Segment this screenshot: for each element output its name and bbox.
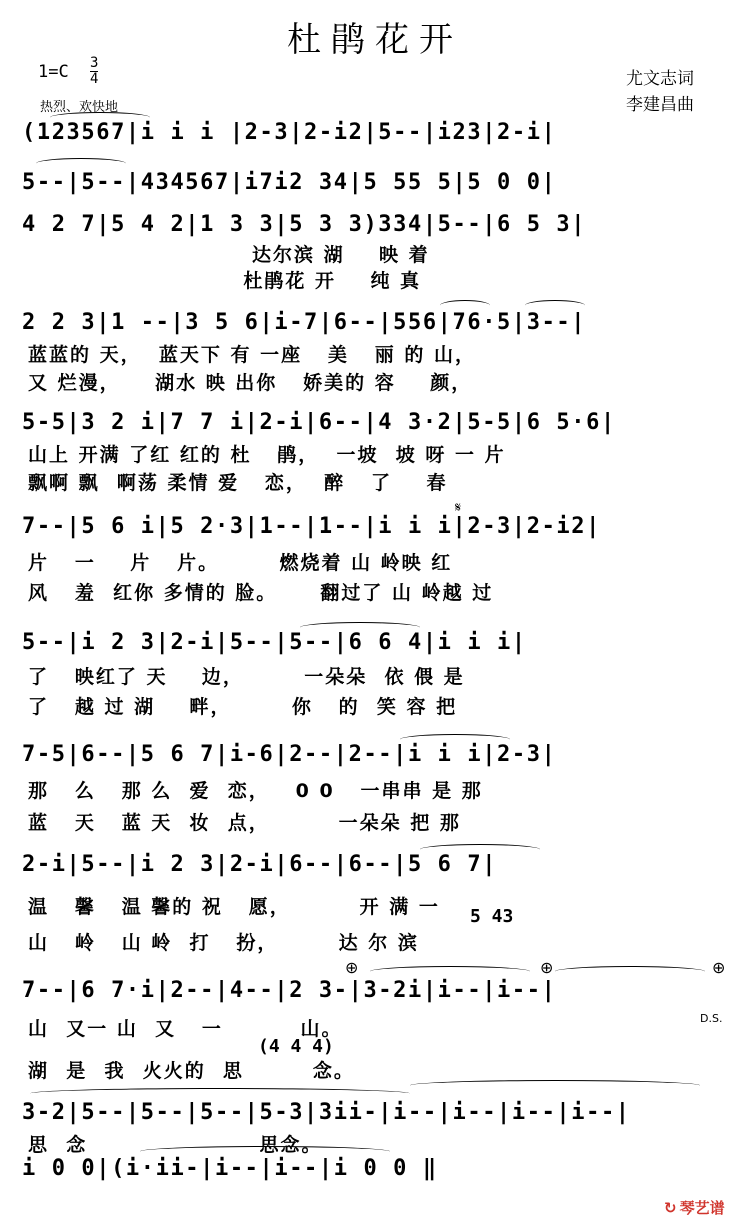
lyric-row-9-verse-1: 温 馨 温 馨的 祝 愿， 开 满 一 — [28, 896, 440, 918]
lyricist-credit: 尤文志词 — [626, 69, 694, 89]
lyric-row-8-verse-1: 那 么 那 么 爱 恋， 0 0 一串串 是 那 — [28, 780, 483, 802]
lyric-row-4-verse-2: 又 烂漫， 湖水 映 出你 娇美的 容 颜， — [28, 372, 473, 394]
notation-row-9: 2-i|5--|i 2 3|2-i|6--|6--|5 6 7| — [22, 852, 498, 877]
page-title: 杜鹃花开 — [287, 20, 463, 60]
site-logo — [664, 1197, 725, 1218]
tie — [410, 1080, 700, 1091]
notation-row-2: 5--|5--|434567|i7i2 34|5 55 5|5 0 0| — [22, 170, 557, 195]
meter-numerator: 3 — [90, 55, 99, 71]
notation-row-4: 2 2 3|1 --|3 5 6|i-7|6--|556|76·5|3--| — [22, 310, 587, 335]
lyric-row-6-verse-1: 片 一 片 片。 燃烧着 山 岭映 红 — [28, 552, 453, 574]
meter-denominator: 4 — [90, 71, 99, 87]
lyric-row-5-verse-2: 飘啊 飘 啊荡 柔情 爱 恋， 醉 了 春 — [28, 472, 448, 494]
notation-row-11: 3-2|5--|5--|5--|5-3|3ii-|i--|i--|i--|i--| — [22, 1100, 631, 1125]
notation-row-3: 4 2 7|5 4 2|1 3 3|5 3 3)334|5--|6 5 3| — [22, 212, 587, 237]
notation-row-7: 5--|i 2 3|2-i|5--|5--|6 6 4|i i i| — [22, 630, 527, 655]
alternate-notes: (4 4 4) — [258, 1036, 334, 1057]
tempo-marking: 热烈、欢快地 — [40, 100, 119, 115]
coda-icon: ⊕ — [540, 958, 554, 977]
tie — [300, 622, 420, 633]
logo-mark-icon: ↻ — [664, 1199, 677, 1217]
tie — [555, 966, 705, 977]
notation-row-8: 7-5|6--|5 6 7|i-6|2--|2--|i i i|2-3| — [22, 742, 557, 767]
lyric-row-10-verse-2: 湖 是 我 火火的 思 念。 — [28, 1060, 355, 1082]
coda-icon: ⊕ — [712, 958, 726, 977]
slur — [525, 300, 585, 311]
lyric-row-11: 思 念 思念。 — [28, 1134, 323, 1156]
lyric-row-9-verse-2: 山 岭 山 岭 打 扮， 达 尔 滨 — [28, 932, 419, 954]
slur — [50, 112, 150, 123]
slur — [440, 300, 490, 311]
lyric-row-3-verse-2: 杜鹃花 开 纯 真 — [28, 270, 422, 292]
lyric-row-6-verse-2: 风 羞 红你 多情的 脸。 翻过了 山 岭越 过 — [28, 582, 494, 604]
notation-row-1: (123567|i i i |2-3|2-i2|5--|i23|2-i| — [22, 120, 557, 145]
segno-icon: 𝄋 — [455, 500, 462, 516]
time-signature — [90, 56, 98, 87]
lyric-row-5-verse-1: 山上 开满 了红 红的 杜 鹃， 一坡 坡 呀 一 片 — [28, 444, 506, 466]
tie — [30, 1088, 410, 1099]
lyric-row-8-verse-2: 蓝 天 蓝 天 妆 点， 一朵朵 把 那 — [28, 812, 461, 834]
lyric-row-4-verse-1: 蓝蓝的 天， 蓝天下 有 一座 美 丽 的 山， — [28, 344, 476, 366]
tie — [420, 844, 540, 855]
dal-segno-mark: D.S. — [700, 1012, 723, 1025]
tie — [400, 734, 510, 745]
lyric-row-10-verse-1: 山 又一 山 又 一 山。 — [28, 1018, 343, 1040]
notation-row-5: 5-5|3 2 i|7 7 i|2-i|6--|4 3·2|5-5|6 5·6| — [22, 410, 616, 435]
notation-row-12: i 0 0|(i·ii-|i--|i--|i 0 0 ‖ — [22, 1156, 438, 1181]
composer-credit: 李建昌曲 — [626, 95, 694, 115]
slur — [370, 966, 530, 977]
logo-text: 琴艺谱 — [679, 1199, 725, 1217]
coda-icon: ⊕ — [345, 958, 359, 977]
lyric-row-7-verse-1: 了 映红了 天 边， 一朵朵 依 偎 是 — [28, 666, 465, 688]
key-signature: 1=C — [38, 62, 69, 82]
alternate-notes: 5 43 — [470, 906, 514, 927]
tie — [36, 158, 126, 169]
lyric-row-7-verse-2: 了 越 过 湖 畔， 你 的 笑 容 把 — [28, 696, 458, 718]
notation-row-10: 7--|6 7·i|2--|4--|2 3-|3-2i|i--|i--| — [22, 978, 557, 1003]
lyric-row-3-verse-1: 达尔滨 湖 映 着 — [28, 244, 430, 266]
notation-row-6: 7--|5 6 i|5 2·3|1--|1--|i i i|2-3|2-i2| — [22, 514, 601, 539]
